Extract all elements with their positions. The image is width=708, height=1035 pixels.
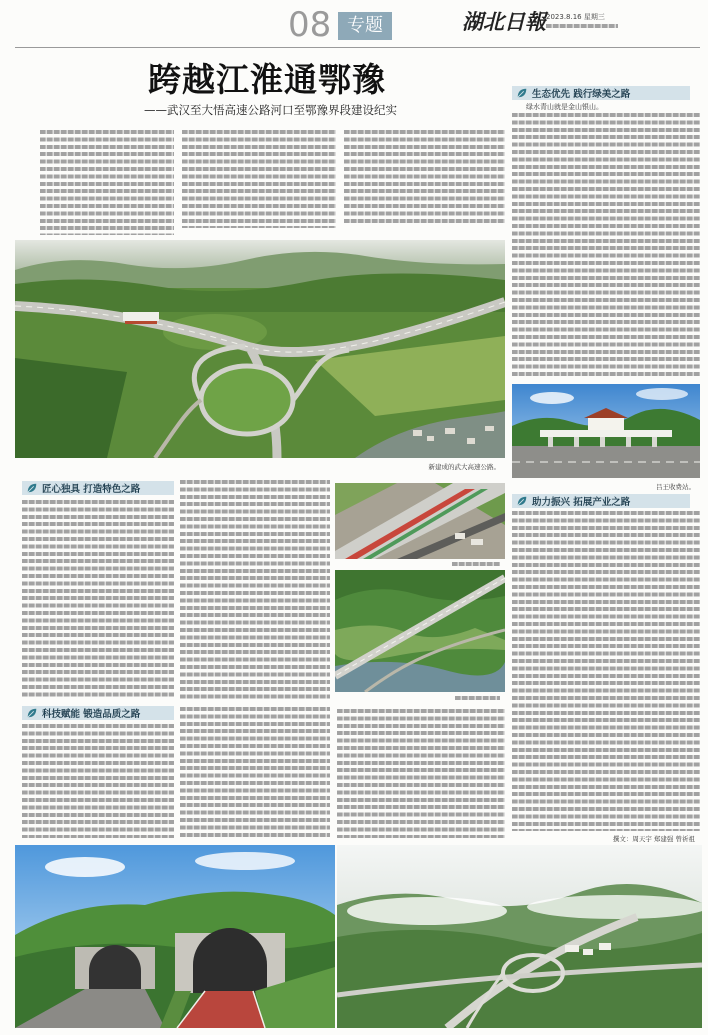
bridge-photo-caption: [455, 696, 500, 701]
section-heading-label: 匠心独具 打造特色之路: [42, 484, 141, 495]
cloud-layer: [347, 897, 507, 925]
section-heading-label: 生态优先 践行绿美之路: [532, 89, 631, 100]
section-heading-technology: [22, 706, 174, 720]
leaf-arrow-icon: [26, 707, 38, 719]
intro-text-column: [344, 130, 505, 226]
tunnel-portal-photo: [15, 845, 335, 1028]
section-heading-craft: [22, 481, 174, 495]
craft-text-column: [22, 500, 174, 700]
toll-plaza: [123, 312, 159, 324]
toll-station-photo: [512, 384, 700, 478]
toll-building: [588, 418, 624, 430]
cloud-layer: [527, 895, 702, 919]
cloud: [195, 852, 295, 870]
lane-photo-caption: [452, 562, 500, 567]
intro-text-column: [40, 130, 174, 235]
toll-photo-caption: 吕王收费站。: [656, 483, 695, 491]
interchange-aerial-image: [337, 845, 702, 1028]
masthead-logo: 湖北日報: [462, 9, 546, 34]
dark-forest: [15, 358, 127, 458]
header-rule: [15, 47, 700, 48]
technology-text-column: [337, 709, 505, 838]
technology-text-column: [22, 724, 174, 838]
lane-aerial-image: [335, 483, 505, 559]
cloud: [45, 857, 125, 877]
section-heading-revitalization: [512, 494, 690, 508]
tunnel-portal-image: [15, 845, 335, 1028]
revitalization-text-column: [512, 511, 700, 831]
leaf-arrow-icon: [26, 482, 38, 494]
page-number: 08: [288, 5, 332, 45]
tunnel-portal-main: [175, 928, 285, 993]
craft-text-column: [180, 480, 330, 700]
section-label: 专题: [338, 12, 392, 40]
technology-text-column: [180, 707, 330, 838]
issue-date: 2023.8.16 星期三: [546, 13, 605, 21]
intro-text-column: [182, 130, 336, 228]
section-heading-label: 科技赋能 锻造品质之路: [42, 709, 141, 720]
editor-credit-line: [546, 24, 618, 29]
ecology-text-column: [512, 113, 700, 378]
aerial-photo-caption: 新建成的武大高速公路。: [428, 463, 500, 471]
byline: 撰文：周天宇 郑建强 曾祈祖: [612, 835, 695, 843]
leaf-arrow-icon: [516, 87, 528, 99]
highway-aerial-photo: [15, 240, 505, 458]
highway-aerial-image: [15, 240, 505, 458]
article-subtitle: ——武汉至大悟高速公路河口至鄂豫界段建设纪实: [144, 103, 397, 117]
tunnel-portal-side: [75, 945, 155, 989]
bridge-aerial-photo: [335, 570, 505, 692]
cloud: [636, 388, 688, 400]
leaf-arrow-icon: [516, 495, 528, 507]
section-heading-ecology: [512, 86, 690, 100]
interchange-loop: [201, 366, 293, 434]
cloud: [530, 392, 574, 404]
toll-canopy: [540, 430, 672, 437]
ecology-lead-line: 绿水青山就是金山银山。: [526, 103, 603, 111]
interchange-aerial-photo: [337, 845, 702, 1028]
bridge-aerial-image: [335, 570, 505, 692]
article-title: 跨越江淮通鄂豫: [148, 60, 386, 99]
section-heading-label: 助力振兴 拓展产业之路: [532, 497, 631, 508]
lane-aerial-photo: [335, 483, 505, 559]
toll-station-image: [512, 384, 700, 478]
